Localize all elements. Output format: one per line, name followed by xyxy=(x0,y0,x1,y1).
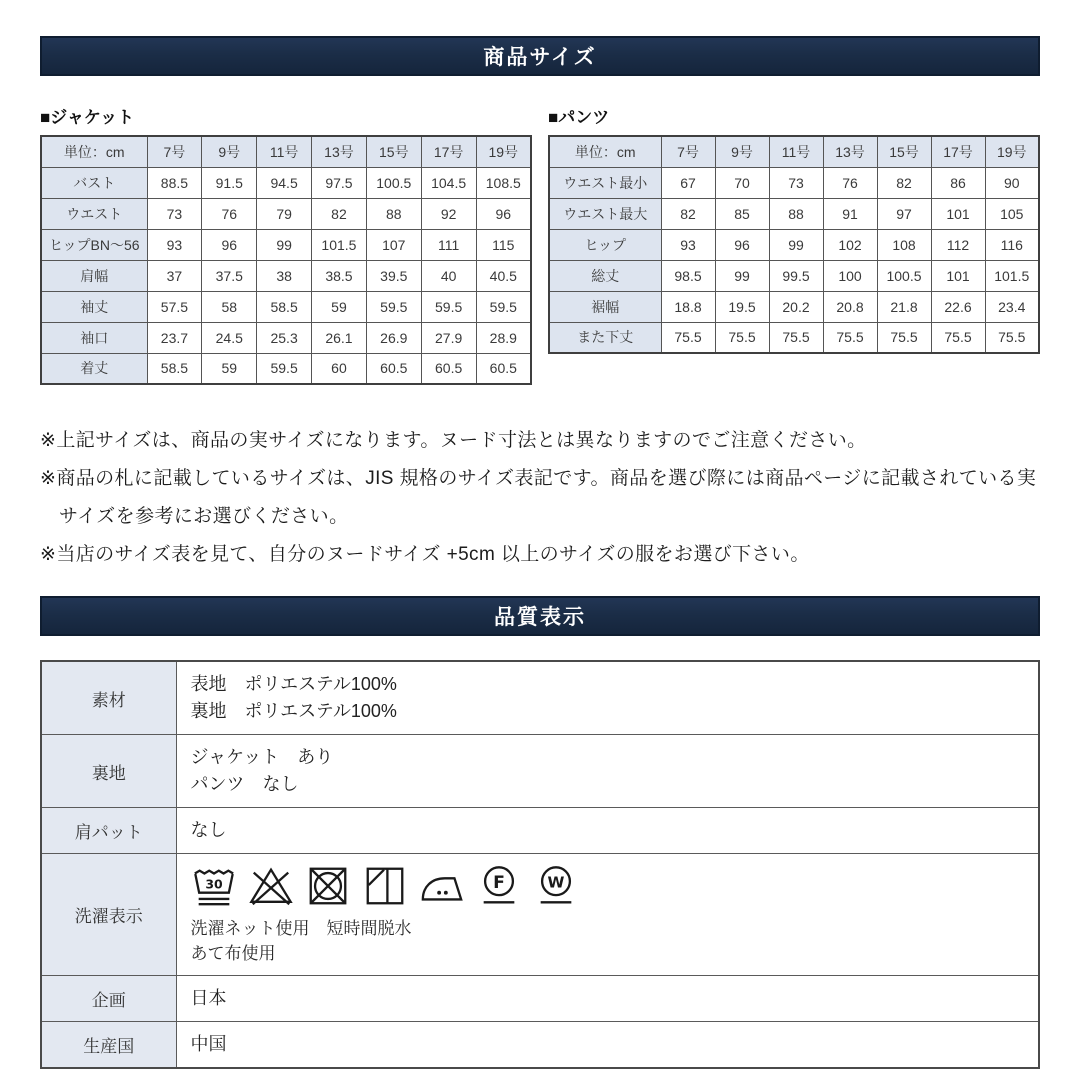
care-instruction-line-1: 洗濯ネット使用 短時間脱水 xyxy=(190,919,412,938)
measurement-value-cell: 75.5 xyxy=(931,322,985,353)
measurement-value-cell: 76 xyxy=(202,198,257,229)
measurement-value-cell: 67 xyxy=(661,167,715,198)
measurement-value-cell: 91 xyxy=(823,198,877,229)
size-column-header: 7号 xyxy=(147,136,202,167)
size-table-row xyxy=(41,291,531,322)
size-table-row xyxy=(549,229,1039,260)
measurement-label-cell: また下丈 xyxy=(549,322,661,353)
size-column-header: 19号 xyxy=(476,136,531,167)
size-note-3: ※当店のサイズ表を見て、自分のヌードサイズ +5cm 以上のサイズの服をお選び下さい。 xyxy=(40,544,810,565)
measurement-value-cell: 79 xyxy=(257,198,312,229)
measurement-value-cell: 112 xyxy=(931,229,985,260)
measurement-value-cell: 101 xyxy=(931,260,985,291)
size-column-header: 13号 xyxy=(823,136,877,167)
measurement-value-cell: 88 xyxy=(366,198,421,229)
measurement-value-cell: 73 xyxy=(147,198,202,229)
measurement-value-cell: 107 xyxy=(366,229,421,260)
measurement-value-cell: 92 xyxy=(421,198,476,229)
do-not-bleach-icon xyxy=(248,863,294,909)
measurement-value-cell: 58 xyxy=(202,291,257,322)
measurement-value-cell: 111 xyxy=(421,229,476,260)
do-not-tumble-dry-icon xyxy=(305,863,351,909)
measurement-value-cell: 59.5 xyxy=(421,291,476,322)
measurement-value-cell: 99 xyxy=(769,229,823,260)
measurement-value-cell: 96 xyxy=(715,229,769,260)
quality-table xyxy=(40,660,1040,1069)
size-table-header-row xyxy=(41,136,531,167)
jacket-table-heading: ■ジャケット xyxy=(40,108,135,127)
measurement-value-cell: 93 xyxy=(147,229,202,260)
size-table-row xyxy=(41,322,531,353)
measurement-value-cell: 85 xyxy=(715,198,769,229)
pants-size-table xyxy=(548,135,1040,354)
measurement-value-cell: 40 xyxy=(421,260,476,291)
measurement-label-cell: ヒップ xyxy=(549,229,661,260)
measurement-value-cell: 98.5 xyxy=(661,260,715,291)
measurement-value-cell: 82 xyxy=(312,198,367,229)
quality-section-bar xyxy=(40,596,1040,636)
quality-row-care xyxy=(41,854,1039,976)
measurement-value-cell: 57.5 xyxy=(147,291,202,322)
measurement-value-cell: 88 xyxy=(769,198,823,229)
size-column-header: 15号 xyxy=(366,136,421,167)
measurement-label-cell: ウエスト最大 xyxy=(549,198,661,229)
jacket-size-table xyxy=(40,135,532,385)
quality-row-planning xyxy=(41,976,1039,1022)
size-notes xyxy=(40,422,1040,574)
size-table-row xyxy=(549,322,1039,353)
measurement-value-cell: 73 xyxy=(769,167,823,198)
quality-row-country xyxy=(41,1022,1039,1069)
wash-30-very-mild-icon xyxy=(191,863,237,909)
measurement-value-cell: 97 xyxy=(877,198,931,229)
jacket-size-column xyxy=(40,103,532,385)
measurement-value-cell: 96 xyxy=(202,229,257,260)
size-table-row xyxy=(549,167,1039,198)
measurement-value-cell: 75.5 xyxy=(985,322,1039,353)
lining-label: 裏地 xyxy=(41,735,176,808)
measurement-value-cell: 88.5 xyxy=(147,167,202,198)
measurement-value-cell: 75.5 xyxy=(769,322,823,353)
measurement-value-cell: 99 xyxy=(257,229,312,260)
lining-line-1: ジャケット あり xyxy=(190,747,334,767)
size-tables-area xyxy=(40,103,1040,385)
measurement-value-cell: 82 xyxy=(877,167,931,198)
measurement-value-cell: 28.9 xyxy=(476,322,531,353)
measurement-label-cell: 肩幅 xyxy=(41,260,147,291)
product-size-title: 商品サイズ xyxy=(483,46,597,69)
material-label: 素材 xyxy=(41,661,176,735)
measurement-label-cell: 袖丈 xyxy=(41,291,147,322)
measurement-value-cell: 58.5 xyxy=(257,291,312,322)
measurement-label-cell: 着丈 xyxy=(41,353,147,384)
measurement-value-cell: 38 xyxy=(257,260,312,291)
measurement-value-cell: 60 xyxy=(312,353,367,384)
size-note-1: ※上記サイズは、商品の実サイズになります。ヌード寸法とは異なりますのでご注意ください。 xyxy=(40,430,867,451)
care-label: 洗濯表示 xyxy=(41,854,176,976)
measurement-value-cell: 90 xyxy=(985,167,1039,198)
size-column-header: 15号 xyxy=(877,136,931,167)
measurement-value-cell: 27.9 xyxy=(421,322,476,353)
measurement-value-cell: 101 xyxy=(931,198,985,229)
svg-text:30: 30 xyxy=(204,876,223,892)
measurement-value-cell: 75.5 xyxy=(715,322,769,353)
measurement-value-cell: 20.8 xyxy=(823,291,877,322)
measurement-value-cell: 59 xyxy=(202,353,257,384)
size-table-row xyxy=(41,229,531,260)
measurement-value-cell: 86 xyxy=(931,167,985,198)
measurement-value-cell: 70 xyxy=(715,167,769,198)
material-line-1: 表地 ポリエステル100% xyxy=(190,674,397,694)
measurement-value-cell: 19.5 xyxy=(715,291,769,322)
material-line-2: 裏地 ポリエステル100% xyxy=(190,701,397,721)
size-column-header: 9号 xyxy=(202,136,257,167)
measurement-label-cell: ウエスト最小 xyxy=(549,167,661,198)
size-column-header: 19号 xyxy=(985,136,1039,167)
measurement-value-cell: 100.5 xyxy=(877,260,931,291)
measurement-value-cell: 99.5 xyxy=(769,260,823,291)
measurement-value-cell: 40.5 xyxy=(476,260,531,291)
measurement-value-cell: 94.5 xyxy=(257,167,312,198)
measurement-label-cell: 裾幅 xyxy=(549,291,661,322)
measurement-label-cell: ウエスト xyxy=(41,198,147,229)
measurement-value-cell: 91.5 xyxy=(202,167,257,198)
shoulder-pad-label: 肩パット xyxy=(41,808,176,854)
measurement-value-cell: 99 xyxy=(715,260,769,291)
measurement-value-cell: 24.5 xyxy=(202,322,257,353)
shoulder-pad-value: なし xyxy=(176,808,1039,854)
measurement-label-cell: 袖口 xyxy=(41,322,147,353)
measurement-value-cell: 39.5 xyxy=(366,260,421,291)
measurement-value-cell: 59 xyxy=(312,291,367,322)
measurement-value-cell: 116 xyxy=(985,229,1039,260)
measurement-value-cell: 75.5 xyxy=(877,322,931,353)
measurement-value-cell: 93 xyxy=(661,229,715,260)
size-note-2: ※商品の札に記載しているサイズは、JIS 規格のサイズ表記です。商品を選び際には商品ページに記載されている実サイズを参考にお選びください。 xyxy=(40,468,1037,527)
size-table-row xyxy=(549,198,1039,229)
measurement-value-cell: 100 xyxy=(823,260,877,291)
measurement-value-cell: 76 xyxy=(823,167,877,198)
size-table-row xyxy=(41,353,531,384)
size-table-row xyxy=(549,260,1039,291)
planning-label: 企画 xyxy=(41,976,176,1022)
measurement-value-cell: 60.5 xyxy=(366,353,421,384)
size-table-row xyxy=(41,260,531,291)
measurement-value-cell: 60.5 xyxy=(476,353,531,384)
measurement-label-cell: バスト xyxy=(41,167,147,198)
measurement-value-cell: 25.3 xyxy=(257,322,312,353)
measurement-value-cell: 22.6 xyxy=(931,291,985,322)
measurement-value-cell: 60.5 xyxy=(421,353,476,384)
measurement-value-cell: 38.5 xyxy=(312,260,367,291)
size-table-header-row xyxy=(549,136,1039,167)
measurement-label-cell: ヒップBN〜56 xyxy=(41,229,147,260)
measurement-value-cell: 101.5 xyxy=(312,229,367,260)
measurement-value-cell: 23.7 xyxy=(147,322,202,353)
pants-table-heading: ■パンツ xyxy=(548,108,610,127)
size-column-header: 11号 xyxy=(769,136,823,167)
measurement-value-cell: 115 xyxy=(476,229,531,260)
measurement-value-cell: 59.5 xyxy=(366,291,421,322)
care-symbols-row xyxy=(191,863,1027,909)
measurement-value-cell: 82 xyxy=(661,198,715,229)
measurement-value-cell: 105 xyxy=(985,198,1039,229)
dry-clean-f-mild-icon xyxy=(476,863,522,909)
lining-line-2: パンツ なし xyxy=(190,774,299,794)
measurement-label-cell: 総丈 xyxy=(549,260,661,291)
measurement-value-cell: 97.5 xyxy=(312,167,367,198)
size-table-row xyxy=(41,167,531,198)
measurement-value-cell: 26.1 xyxy=(312,322,367,353)
measurement-value-cell: 102 xyxy=(823,229,877,260)
size-column-header: 9号 xyxy=(715,136,769,167)
country-label: 生産国 xyxy=(41,1022,176,1069)
quality-row-lining xyxy=(41,735,1039,808)
line-dry-in-shade-icon xyxy=(362,863,408,909)
care-instruction-line-2: あて布使用 xyxy=(190,944,276,963)
size-column-header: 11号 xyxy=(257,136,312,167)
measurement-value-cell: 104.5 xyxy=(421,167,476,198)
quality-row-shoulder-pad xyxy=(41,808,1039,854)
measurement-value-cell: 101.5 xyxy=(985,260,1039,291)
measurement-value-cell: 75.5 xyxy=(661,322,715,353)
size-table-row xyxy=(41,198,531,229)
measurement-value-cell: 18.8 xyxy=(661,291,715,322)
svg-text:W: W xyxy=(547,873,564,892)
measurement-value-cell: 58.5 xyxy=(147,353,202,384)
measurement-value-cell: 59.5 xyxy=(476,291,531,322)
measurement-value-cell: 59.5 xyxy=(257,353,312,384)
measurement-value-cell: 37 xyxy=(147,260,202,291)
measurement-value-cell: 100.5 xyxy=(366,167,421,198)
measurement-value-cell: 96 xyxy=(476,198,531,229)
size-column-header: 17号 xyxy=(931,136,985,167)
iron-medium-2dots-icon xyxy=(419,863,465,909)
quality-row-material xyxy=(41,661,1039,735)
pants-size-column xyxy=(548,103,1040,385)
measurement-value-cell: 75.5 xyxy=(823,322,877,353)
measurement-value-cell: 23.4 xyxy=(985,291,1039,322)
measurement-value-cell: 21.8 xyxy=(877,291,931,322)
wet-clean-w-mild-icon xyxy=(533,863,579,909)
measurement-value-cell: 108 xyxy=(877,229,931,260)
country-value: 中国 xyxy=(176,1022,1039,1069)
size-column-header: 7号 xyxy=(661,136,715,167)
size-column-header: 17号 xyxy=(421,136,476,167)
measurement-value-cell: 108.5 xyxy=(476,167,531,198)
svg-text:F: F xyxy=(492,872,505,893)
unit-label-cell: 単位：cm xyxy=(549,136,661,167)
unit-label-cell: 単位：cm xyxy=(41,136,147,167)
measurement-value-cell: 26.9 xyxy=(366,322,421,353)
measurement-value-cell: 20.2 xyxy=(769,291,823,322)
size-table-row xyxy=(549,291,1039,322)
product-size-section-bar xyxy=(40,36,1040,76)
planning-value: 日本 xyxy=(176,976,1039,1022)
size-column-header: 13号 xyxy=(312,136,367,167)
quality-title: 品質表示 xyxy=(494,606,586,629)
measurement-value-cell: 37.5 xyxy=(202,260,257,291)
